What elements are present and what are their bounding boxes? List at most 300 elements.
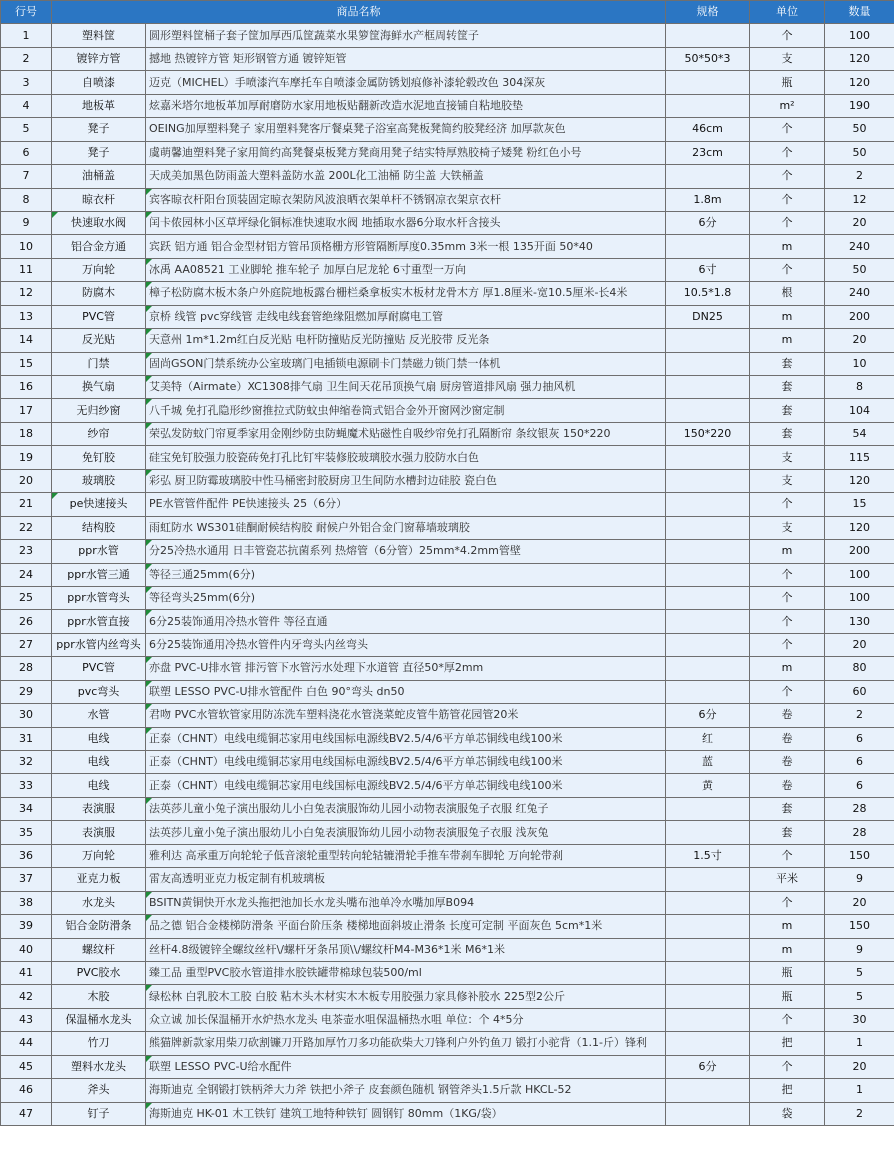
table-row[interactable] — [1, 376, 894, 399]
row-number-cell[interactable]: 1 — [1, 24, 52, 47]
table-row[interactable] — [1, 610, 894, 633]
unit-cell[interactable]: 个 — [750, 586, 825, 609]
description-cell[interactable]: 亦盘 PVC-U排水管 排污管下水管污水处理下水道管 直径50*厚2mm — [146, 657, 666, 680]
description-cell[interactable]: 法英莎儿童小兔子演出服幼儿小白兔表演服饰幼儿园小动物表演服兔子衣服 红兔子 — [146, 797, 666, 820]
row-number-cell[interactable]: 44 — [1, 1032, 52, 1055]
row-number-cell[interactable]: 27 — [1, 633, 52, 656]
unit-cell[interactable]: 个 — [750, 493, 825, 516]
table-row[interactable] — [1, 704, 894, 727]
row-number-cell[interactable]: 34 — [1, 797, 52, 820]
category-cell[interactable]: 塑料筐 — [52, 24, 146, 47]
quantity-cell[interactable]: 30 — [825, 1008, 894, 1031]
spec-cell[interactable] — [666, 329, 750, 352]
spec-cell[interactable]: 6分 — [666, 211, 750, 234]
row-number-cell[interactable]: 35 — [1, 821, 52, 844]
spec-cell[interactable] — [666, 797, 750, 820]
description-cell[interactable]: 雅利达 高承重万向轮轮子低音滚轮重型转向轮轱辘滑轮手推车带刹车脚轮 万向轮带刹 — [146, 844, 666, 867]
header-quantity[interactable]: 数量 — [825, 1, 894, 24]
spec-cell[interactable] — [666, 376, 750, 399]
row-number-cell[interactable]: 43 — [1, 1008, 52, 1031]
spec-cell[interactable] — [666, 586, 750, 609]
spec-cell[interactable] — [666, 94, 750, 117]
quantity-cell[interactable]: 20 — [825, 1055, 894, 1078]
unit-cell[interactable]: 根 — [750, 282, 825, 305]
category-cell[interactable]: 快速取水阀 — [52, 211, 146, 234]
category-cell[interactable]: 凳子 — [52, 141, 146, 164]
description-cell[interactable]: 硅宝免钉胶强力胶瓷砖免打孔比钉牢装修胶玻璃胶水强力胶防水白色 — [146, 446, 666, 469]
row-number-cell[interactable]: 3 — [1, 71, 52, 94]
spec-cell[interactable]: 1.5寸 — [666, 844, 750, 867]
category-cell[interactable]: ppr水管三通 — [52, 563, 146, 586]
category-cell[interactable]: 地板革 — [52, 94, 146, 117]
header-spec[interactable]: 规格 — [666, 1, 750, 24]
spec-cell[interactable]: 6分 — [666, 704, 750, 727]
table-row[interactable] — [1, 282, 894, 305]
row-number-cell[interactable]: 42 — [1, 985, 52, 1008]
category-cell[interactable]: 万向轮 — [52, 258, 146, 281]
unit-cell[interactable]: 卷 — [750, 704, 825, 727]
spec-cell[interactable] — [666, 1079, 750, 1102]
table-row[interactable] — [1, 680, 894, 703]
description-cell[interactable]: 冰禹 AA08521 工业脚轮 推车轮子 加厚白尼龙轮 6寸重型一万向 — [146, 258, 666, 281]
description-cell[interactable]: 联塑 LESSO PVC-U排水管配件 白色 90°弯头 dn50 — [146, 680, 666, 703]
description-cell[interactable]: 彩弘 厨卫防霉玻璃胶中性马桶密封胶厨房卫生间防水槽封边硅胶 瓷白色 — [146, 469, 666, 492]
table-row[interactable] — [1, 961, 894, 984]
category-cell[interactable]: 换气扇 — [52, 376, 146, 399]
row-number-cell[interactable]: 7 — [1, 165, 52, 188]
description-cell[interactable]: 固尚GSON门禁系统办公室玻璃门电插锁电源刷卡门禁磁力锁门禁一体机 — [146, 352, 666, 375]
quantity-cell[interactable]: 120 — [825, 469, 894, 492]
unit-cell[interactable]: 个 — [750, 118, 825, 141]
quantity-cell[interactable]: 6 — [825, 751, 894, 774]
quantity-cell[interactable]: 6 — [825, 727, 894, 750]
quantity-cell[interactable]: 9 — [825, 938, 894, 961]
spec-cell[interactable] — [666, 1008, 750, 1031]
table-row[interactable] — [1, 844, 894, 867]
spec-cell[interactable] — [666, 71, 750, 94]
category-cell[interactable]: 表演服 — [52, 797, 146, 820]
row-number-cell[interactable]: 2 — [1, 47, 52, 70]
spec-cell[interactable]: 50*50*3 — [666, 47, 750, 70]
table-row[interactable] — [1, 329, 894, 352]
row-number-cell[interactable]: 15 — [1, 352, 52, 375]
unit-cell[interactable]: 卷 — [750, 727, 825, 750]
table-row[interactable] — [1, 633, 894, 656]
description-cell[interactable]: 联塑 LESSO PVC-U给水配件 — [146, 1055, 666, 1078]
table-row[interactable] — [1, 540, 894, 563]
unit-cell[interactable]: 瓶 — [750, 961, 825, 984]
spec-cell[interactable]: 蓝 — [666, 751, 750, 774]
quantity-cell[interactable]: 104 — [825, 399, 894, 422]
description-cell[interactable]: 京桥 线管 pvc穿线管 走线电线套管绝缘阻燃加厚耐腐电工管 — [146, 305, 666, 328]
category-cell[interactable]: 木胶 — [52, 985, 146, 1008]
unit-cell[interactable]: 袋 — [750, 1102, 825, 1125]
unit-cell[interactable]: 把 — [750, 1079, 825, 1102]
quantity-cell[interactable]: 28 — [825, 821, 894, 844]
quantity-cell[interactable]: 28 — [825, 797, 894, 820]
row-number-cell[interactable]: 19 — [1, 446, 52, 469]
unit-cell[interactable]: 个 — [750, 188, 825, 211]
spec-cell[interactable]: 46cm — [666, 118, 750, 141]
description-cell[interactable]: 正泰（CHNT）电线电缆铜芯家用电线国标电源线BV2.5/4/6平方单芯铜线电线100米 — [146, 751, 666, 774]
category-cell[interactable]: 塑料水龙头 — [52, 1055, 146, 1078]
spec-cell[interactable] — [666, 235, 750, 258]
description-cell[interactable]: 撼地 热镀锌方管 矩形钢管方通 镀锌矩管 — [146, 47, 666, 70]
row-number-cell[interactable]: 26 — [1, 610, 52, 633]
unit-cell[interactable]: 套 — [750, 422, 825, 445]
header-row-number[interactable]: 行号 — [1, 1, 52, 24]
category-cell[interactable]: ppr水管 — [52, 540, 146, 563]
spec-cell[interactable]: 6寸 — [666, 258, 750, 281]
table-row[interactable] — [1, 727, 894, 750]
unit-cell[interactable]: m — [750, 540, 825, 563]
description-cell[interactable]: 等径弯头25mm(6分) — [146, 586, 666, 609]
spec-cell[interactable] — [666, 469, 750, 492]
quantity-cell[interactable]: 5 — [825, 961, 894, 984]
spec-cell[interactable]: 1.8m — [666, 188, 750, 211]
description-cell[interactable]: 天意州 1m*1.2m红白反光贴 电杆防撞贴反光防撞贴 反光胶带 反光条 — [146, 329, 666, 352]
unit-cell[interactable]: m — [750, 329, 825, 352]
row-number-cell[interactable]: 46 — [1, 1079, 52, 1102]
quantity-cell[interactable]: 20 — [825, 211, 894, 234]
unit-cell[interactable]: 套 — [750, 399, 825, 422]
row-number-cell[interactable]: 10 — [1, 235, 52, 258]
table-row[interactable] — [1, 47, 894, 70]
quantity-cell[interactable]: 120 — [825, 516, 894, 539]
spec-cell[interactable] — [666, 446, 750, 469]
category-cell[interactable]: 晾衣杆 — [52, 188, 146, 211]
spec-cell[interactable]: DN25 — [666, 305, 750, 328]
quantity-cell[interactable]: 115 — [825, 446, 894, 469]
table-row[interactable] — [1, 1055, 894, 1078]
table-row[interactable] — [1, 469, 894, 492]
quantity-cell[interactable]: 120 — [825, 47, 894, 70]
table-row[interactable] — [1, 235, 894, 258]
description-cell[interactable]: 天成美加黑色防雨盖大塑料盖防水盖 200L化工油桶 防尘盖 大铁桶盖 — [146, 165, 666, 188]
row-number-cell[interactable]: 8 — [1, 188, 52, 211]
unit-cell[interactable]: 个 — [750, 165, 825, 188]
table-row[interactable] — [1, 305, 894, 328]
spec-cell[interactable] — [666, 985, 750, 1008]
quantity-cell[interactable]: 50 — [825, 118, 894, 141]
description-cell[interactable]: 丝杆4.8级镀锌全螺纹丝杆\/螺杆牙条吊顶\\/螺纹杆M4-M36*1米 M6*1米 — [146, 938, 666, 961]
table-row[interactable] — [1, 516, 894, 539]
quantity-cell[interactable]: 20 — [825, 891, 894, 914]
table-row[interactable] — [1, 446, 894, 469]
description-cell[interactable]: 闰卡侬园林小区草坪绿化铜标准快速取水阀 地插取水器6分取水杆含接头 — [146, 211, 666, 234]
table-row[interactable] — [1, 657, 894, 680]
spec-cell[interactable]: 23cm — [666, 141, 750, 164]
quantity-cell[interactable]: 5 — [825, 985, 894, 1008]
table-row[interactable] — [1, 915, 894, 938]
table-row[interactable] — [1, 352, 894, 375]
unit-cell[interactable]: 个 — [750, 1008, 825, 1031]
unit-cell[interactable]: 把 — [750, 1032, 825, 1055]
row-number-cell[interactable]: 6 — [1, 141, 52, 164]
table-row[interactable] — [1, 1102, 894, 1125]
quantity-cell[interactable]: 12 — [825, 188, 894, 211]
description-cell[interactable]: 荣弘发防蚊门帘夏季家用金刚纱防虫防蝇魔术贴磁性自吸纱帘免打孔隔断帘 条纹银灰 150*220 — [146, 422, 666, 445]
description-cell[interactable]: 迈克（MICHEL）手喷漆汽车摩托车自喷漆金属防锈划痕修补漆轮毂改色 304深灰 — [146, 71, 666, 94]
description-cell[interactable]: PE水管管件配件 PE快速接头 25（6分） — [146, 493, 666, 516]
description-cell[interactable]: 八千城 免打孔隐形纱窗推拉式防蚊虫伸缩卷筒式铝合金外开窗网沙窗定制 — [146, 399, 666, 422]
table-row[interactable] — [1, 422, 894, 445]
quantity-cell[interactable]: 240 — [825, 282, 894, 305]
row-number-cell[interactable]: 13 — [1, 305, 52, 328]
description-cell[interactable]: 虞萌馨迪塑料凳子家用简约高凳餐桌板凳方凳商用凳子结实特厚熟胶椅子矮凳 粉红色小号 — [146, 141, 666, 164]
header-product-name[interactable]: 商品名称 — [52, 1, 666, 24]
table-row[interactable] — [1, 938, 894, 961]
unit-cell[interactable]: 个 — [750, 891, 825, 914]
category-cell[interactable]: 电线 — [52, 751, 146, 774]
quantity-cell[interactable]: 190 — [825, 94, 894, 117]
table-row[interactable] — [1, 774, 894, 797]
description-cell[interactable]: 宾客晾衣杆阳台顶装固定晾衣架防风波浪晒衣架单杆不锈钢凉衣架京衣杆 — [146, 188, 666, 211]
unit-cell[interactable]: 卷 — [750, 751, 825, 774]
row-number-cell[interactable]: 21 — [1, 493, 52, 516]
category-cell[interactable]: 亚克力板 — [52, 868, 146, 891]
unit-cell[interactable]: m² — [750, 94, 825, 117]
quantity-cell[interactable]: 20 — [825, 633, 894, 656]
spec-cell[interactable] — [666, 680, 750, 703]
unit-cell[interactable]: 个 — [750, 1055, 825, 1078]
category-cell[interactable]: 斧头 — [52, 1079, 146, 1102]
spec-cell[interactable] — [666, 915, 750, 938]
spec-cell[interactable]: 10.5*1.8 — [666, 282, 750, 305]
description-cell[interactable]: 绿松林 白乳胶木工胶 白胶 粘木头木材实木木板专用胶强力家具修补胶水 225型2公斤 — [146, 985, 666, 1008]
category-cell[interactable]: pvc弯头 — [52, 680, 146, 703]
row-number-cell[interactable]: 41 — [1, 961, 52, 984]
quantity-cell[interactable]: 200 — [825, 305, 894, 328]
category-cell[interactable]: 铝合金方通 — [52, 235, 146, 258]
table-row[interactable] — [1, 751, 894, 774]
row-number-cell[interactable]: 47 — [1, 1102, 52, 1125]
row-number-cell[interactable]: 30 — [1, 704, 52, 727]
table-row[interactable] — [1, 94, 894, 117]
spec-cell[interactable] — [666, 938, 750, 961]
category-cell[interactable]: PVC管 — [52, 305, 146, 328]
quantity-cell[interactable]: 80 — [825, 657, 894, 680]
unit-cell[interactable]: 支 — [750, 469, 825, 492]
category-cell[interactable]: 水龙头 — [52, 891, 146, 914]
description-cell[interactable]: 圆形塑料筐桶子套子筐加厚西瓜筐蔬菜水果箩筐海鲜水产框周转筐子 — [146, 24, 666, 47]
row-number-cell[interactable]: 16 — [1, 376, 52, 399]
row-number-cell[interactable]: 33 — [1, 774, 52, 797]
row-number-cell[interactable]: 45 — [1, 1055, 52, 1078]
spec-cell[interactable]: 6分 — [666, 1055, 750, 1078]
unit-cell[interactable]: 套 — [750, 821, 825, 844]
spec-cell[interactable] — [666, 1102, 750, 1125]
spec-cell[interactable] — [666, 610, 750, 633]
category-cell[interactable]: 镀锌方管 — [52, 47, 146, 70]
table-row[interactable] — [1, 1032, 894, 1055]
unit-cell[interactable]: 个 — [750, 211, 825, 234]
description-cell[interactable]: BSITN黄铜快开水龙头拖把池加长水龙头嘴布池单冷水嘴加厚B094 — [146, 891, 666, 914]
category-cell[interactable]: PVC胶水 — [52, 961, 146, 984]
category-cell[interactable]: 门禁 — [52, 352, 146, 375]
row-number-cell[interactable]: 4 — [1, 94, 52, 117]
category-cell[interactable]: 竹刀 — [52, 1032, 146, 1055]
quantity-cell[interactable]: 50 — [825, 258, 894, 281]
spec-cell[interactable] — [666, 165, 750, 188]
row-number-cell[interactable]: 31 — [1, 727, 52, 750]
unit-cell[interactable]: 瓶 — [750, 985, 825, 1008]
description-cell[interactable]: 众立诚 加长保温桶开水炉热水龙头 电茶壶水咀保温桶热水咀 单位：个 4*5分 — [146, 1008, 666, 1031]
header-unit[interactable]: 单位 — [750, 1, 825, 24]
row-number-cell[interactable]: 38 — [1, 891, 52, 914]
spec-cell[interactable] — [666, 961, 750, 984]
category-cell[interactable]: ppr水管弯头 — [52, 586, 146, 609]
description-cell[interactable]: 雨虹防水 WS301硅酮耐候结构胶 耐候户外铝合金门窗幕墙玻璃胶 — [146, 516, 666, 539]
spec-cell[interactable] — [666, 399, 750, 422]
table-row[interactable] — [1, 563, 894, 586]
quantity-cell[interactable]: 200 — [825, 540, 894, 563]
quantity-cell[interactable]: 54 — [825, 422, 894, 445]
category-cell[interactable]: ppr水管直接 — [52, 610, 146, 633]
unit-cell[interactable]: 支 — [750, 446, 825, 469]
spec-cell[interactable] — [666, 1032, 750, 1055]
unit-cell[interactable]: m — [750, 657, 825, 680]
table-row[interactable] — [1, 188, 894, 211]
table-row[interactable] — [1, 891, 894, 914]
description-cell[interactable]: 君吻 PVC水管软管家用防冻洗车塑料浇花水管浇菜蛇皮管牛筋管花园管20米 — [146, 704, 666, 727]
unit-cell[interactable]: 支 — [750, 516, 825, 539]
unit-cell[interactable]: 个 — [750, 633, 825, 656]
unit-cell[interactable]: m — [750, 915, 825, 938]
description-cell[interactable]: OEING加厚塑料凳子 家用塑料凳客厅餐桌凳子浴室高凳板凳简约胶凳经济 加厚款灰色 — [146, 118, 666, 141]
category-cell[interactable]: 螺纹杆 — [52, 938, 146, 961]
category-cell[interactable]: 水管 — [52, 704, 146, 727]
category-cell[interactable]: 免钉胶 — [52, 446, 146, 469]
description-cell[interactable]: 艾美特（Airmate）XC1308排气扇 卫生间天花吊顶换气扇 厨房管道排风扇 强力抽风机 — [146, 376, 666, 399]
row-number-cell[interactable]: 14 — [1, 329, 52, 352]
category-cell[interactable]: 反光贴 — [52, 329, 146, 352]
spec-cell[interactable] — [666, 493, 750, 516]
category-cell[interactable]: 表演服 — [52, 821, 146, 844]
table-row[interactable] — [1, 258, 894, 281]
quantity-cell[interactable]: 6 — [825, 774, 894, 797]
row-number-cell[interactable]: 20 — [1, 469, 52, 492]
table-row[interactable] — [1, 399, 894, 422]
category-cell[interactable]: 油桶盖 — [52, 165, 146, 188]
quantity-cell[interactable]: 60 — [825, 680, 894, 703]
category-cell[interactable]: 铝合金防滑条 — [52, 915, 146, 938]
description-cell[interactable]: 海斯迪克 全钢锻打铁柄斧大力斧 铁把小斧子 皮套颜色随机 钢管斧头1.5斤款 HKCL-52 — [146, 1079, 666, 1102]
category-cell[interactable]: pe快速接头 — [52, 493, 146, 516]
description-cell[interactable]: 分25冷热水通用 日丰管瓷芯抗菌系列 热熔管（6分管）25mm*4.2mm管壁 — [146, 540, 666, 563]
row-number-cell[interactable]: 29 — [1, 680, 52, 703]
table-row[interactable] — [1, 586, 894, 609]
description-cell[interactable]: 雷友高透明亚克力板定制有机玻璃板 — [146, 868, 666, 891]
row-number-cell[interactable]: 18 — [1, 422, 52, 445]
description-cell[interactable]: 炫嘉米塔尔地板革加厚耐磨防水家用地板贴翻新改造水泥地直接铺自粘地胶垫 — [146, 94, 666, 117]
category-cell[interactable]: 结构胶 — [52, 516, 146, 539]
quantity-cell[interactable]: 2 — [825, 704, 894, 727]
table-row[interactable] — [1, 141, 894, 164]
quantity-cell[interactable]: 100 — [825, 586, 894, 609]
row-number-cell[interactable]: 17 — [1, 399, 52, 422]
category-cell[interactable]: 纱帘 — [52, 422, 146, 445]
row-number-cell[interactable]: 36 — [1, 844, 52, 867]
category-cell[interactable]: 凳子 — [52, 118, 146, 141]
row-number-cell[interactable]: 28 — [1, 657, 52, 680]
category-cell[interactable]: 保温桶水龙头 — [52, 1008, 146, 1031]
category-cell[interactable]: 玻璃胶 — [52, 469, 146, 492]
unit-cell[interactable]: 平米 — [750, 868, 825, 891]
table-row[interactable] — [1, 211, 894, 234]
unit-cell[interactable]: m — [750, 938, 825, 961]
quantity-cell[interactable]: 100 — [825, 563, 894, 586]
quantity-cell[interactable]: 150 — [825, 844, 894, 867]
quantity-cell[interactable]: 100 — [825, 24, 894, 47]
row-number-cell[interactable]: 24 — [1, 563, 52, 586]
category-cell[interactable]: 电线 — [52, 774, 146, 797]
quantity-cell[interactable]: 10 — [825, 352, 894, 375]
row-number-cell[interactable]: 12 — [1, 282, 52, 305]
unit-cell[interactable]: 个 — [750, 24, 825, 47]
description-cell[interactable]: 法英莎儿童小兔子演出服幼儿小白兔表演服饰幼儿园小动物表演服兔子衣服 浅灰兔 — [146, 821, 666, 844]
unit-cell[interactable]: m — [750, 235, 825, 258]
spec-cell[interactable] — [666, 821, 750, 844]
spec-cell[interactable] — [666, 868, 750, 891]
row-number-cell[interactable]: 11 — [1, 258, 52, 281]
spec-cell[interactable] — [666, 540, 750, 563]
description-cell[interactable]: 臻工品 重型PVC胶水管道排水胶铁罐带棉球包装500/ml — [146, 961, 666, 984]
row-number-cell[interactable]: 39 — [1, 915, 52, 938]
unit-cell[interactable]: 瓶 — [750, 71, 825, 94]
spec-cell[interactable]: 150*220 — [666, 422, 750, 445]
unit-cell[interactable]: 套 — [750, 797, 825, 820]
table-row[interactable] — [1, 985, 894, 1008]
category-cell[interactable]: 防腐木 — [52, 282, 146, 305]
quantity-cell[interactable]: 9 — [825, 868, 894, 891]
description-cell[interactable]: 正泰（CHNT）电线电缆铜芯家用电线国标电源线BV2.5/4/6平方单芯铜线电线100米 — [146, 727, 666, 750]
unit-cell[interactable]: 个 — [750, 844, 825, 867]
row-number-cell[interactable]: 32 — [1, 751, 52, 774]
unit-cell[interactable]: 个 — [750, 141, 825, 164]
spec-cell[interactable] — [666, 563, 750, 586]
row-number-cell[interactable]: 9 — [1, 211, 52, 234]
table-row[interactable] — [1, 797, 894, 820]
description-cell[interactable]: 品之德 铝合金楼梯防滑条 平面台阶压条 楼梯地面斜坡止滑条 长度可定制 平面灰色 5cm*1米 — [146, 915, 666, 938]
description-cell[interactable]: 6分25装饰通用冷热水管件内牙弯头内丝弯头 — [146, 633, 666, 656]
spec-cell[interactable]: 红 — [666, 727, 750, 750]
quantity-cell[interactable]: 120 — [825, 71, 894, 94]
spec-cell[interactable] — [666, 891, 750, 914]
unit-cell[interactable]: 套 — [750, 352, 825, 375]
unit-cell[interactable]: 个 — [750, 610, 825, 633]
description-cell[interactable]: 宾跃 铝方通 铝合金型材铝方管吊顶格栅方形管隔断厚度0.35mm 3米一根 135开面 50*40 — [146, 235, 666, 258]
category-cell[interactable]: 钉子 — [52, 1102, 146, 1125]
unit-cell[interactable]: 支 — [750, 47, 825, 70]
row-number-cell[interactable]: 22 — [1, 516, 52, 539]
row-number-cell[interactable]: 25 — [1, 586, 52, 609]
row-number-cell[interactable]: 23 — [1, 540, 52, 563]
quantity-cell[interactable]: 50 — [825, 141, 894, 164]
spec-cell[interactable]: 黄 — [666, 774, 750, 797]
table-row[interactable] — [1, 1008, 894, 1031]
quantity-cell[interactable]: 240 — [825, 235, 894, 258]
unit-cell[interactable]: 套 — [750, 376, 825, 399]
unit-cell[interactable]: 卷 — [750, 774, 825, 797]
category-cell[interactable]: 无归纱窗 — [52, 399, 146, 422]
spec-cell[interactable] — [666, 516, 750, 539]
spec-cell[interactable] — [666, 657, 750, 680]
quantity-cell[interactable]: 130 — [825, 610, 894, 633]
table-row[interactable] — [1, 821, 894, 844]
row-number-cell[interactable]: 37 — [1, 868, 52, 891]
category-cell[interactable]: 万向轮 — [52, 844, 146, 867]
